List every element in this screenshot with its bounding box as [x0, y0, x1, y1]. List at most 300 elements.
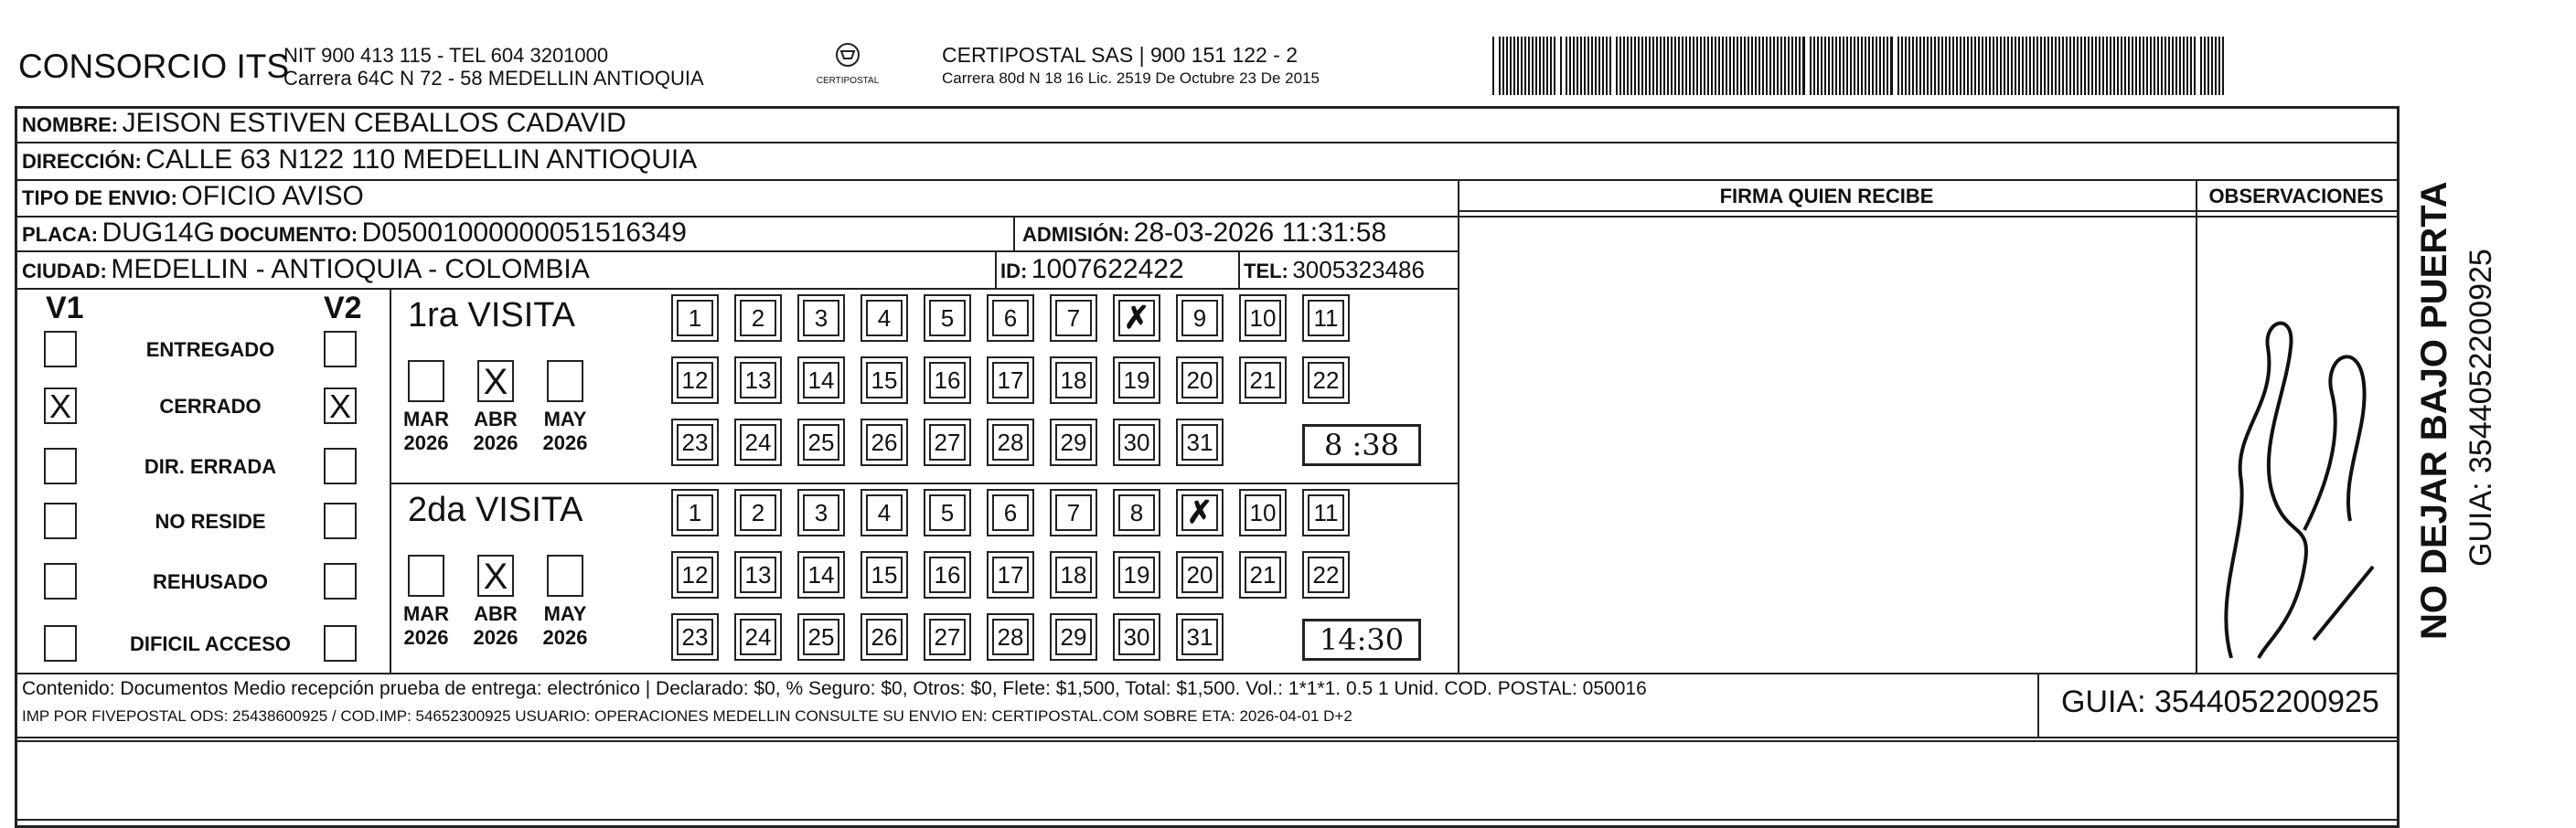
barcode-bar [2164, 37, 2166, 95]
month-name: MAY [543, 408, 587, 430]
id-field [1000, 254, 1184, 285]
barcode-bar [1923, 37, 1925, 95]
barcode-bar [1707, 37, 1709, 95]
day-checkbox[interactable]: 7 [1055, 300, 1092, 336]
barcode-bar [1524, 37, 1526, 95]
barcode-bar [2058, 37, 2060, 95]
barcode-bar [1897, 37, 1899, 95]
barcode-bar [1499, 37, 1501, 95]
footer-contenido: Contenido: Documentos Medio recepción prueba de entrega: electrónico | Declarado: $0, % Seguro: $0, Otros: $0, Flete: $1,500, Total: $1,500. Vol.: 1*1*1. 0.5 1 Unid. COD. POSTAL: 050016 [22, 678, 1647, 699]
row-divider [390, 483, 1458, 484]
barcode-bar [2143, 37, 2144, 95]
v2-checkbox[interactable] [324, 331, 357, 367]
day-checkbox[interactable]: 1 [677, 494, 713, 531]
barcode-bar [1846, 37, 1848, 95]
barcode-bar [1843, 37, 1844, 95]
barcode-bar [1755, 37, 1757, 95]
barcode-bar [1652, 37, 1654, 95]
barcode-bar [1641, 37, 1643, 95]
barcode-bar [2073, 37, 2075, 95]
month-year: 2026 [473, 431, 518, 454]
barcode-bar [1726, 37, 1727, 95]
month-year: 2026 [403, 431, 449, 454]
barcode-bar [2179, 37, 2181, 95]
barcode [1492, 37, 2224, 95]
day-checkbox[interactable]: 5 [929, 494, 966, 531]
barcode-bar [2150, 37, 2152, 95]
barcode-bar [1828, 37, 1830, 95]
barcode-bar [1711, 37, 1713, 95]
barcode-bar [1678, 37, 1680, 95]
day-checkbox[interactable]: 7 [1055, 494, 1092, 531]
barcode-bar [1868, 37, 1870, 95]
barcode-bar [2011, 37, 2013, 95]
barcode-bar [1817, 37, 1819, 95]
barcode-bar [1510, 37, 1512, 95]
month-checkbox[interactable]: X [477, 555, 514, 597]
day-checkbox[interactable]: 4 [866, 300, 903, 336]
day-checkbox[interactable]: 22 [1308, 557, 1344, 593]
admision-field [1022, 218, 1386, 249]
barcode-bar [2000, 37, 2002, 95]
placa-value: DUG14G [102, 218, 215, 248]
barcode-bar [1890, 37, 1893, 95]
admision-label: ADMISIÓN: [1022, 223, 1130, 246]
day-checkbox[interactable]: 11 [1308, 300, 1344, 336]
barcode-bar [1854, 37, 1855, 95]
status-option-label: CERRADO [159, 395, 262, 418]
barcode-bar [2102, 37, 2104, 95]
row-divider [15, 250, 1458, 252]
barcode-bar [2004, 37, 2005, 95]
barcode-bar [2110, 37, 2111, 95]
barcode-bar [2128, 37, 2130, 95]
barcode-bar [1740, 37, 1742, 95]
barcode-bar [1857, 37, 1859, 95]
barcode-bar [2044, 37, 2046, 95]
v2-checkbox[interactable] [324, 563, 357, 600]
barcode-bar [1967, 37, 1969, 95]
v2-checkbox[interactable] [324, 503, 357, 539]
v2-checkbox[interactable]: X [324, 387, 357, 424]
day-checkbox[interactable]: 19 [1118, 362, 1155, 398]
barcode-bar [2007, 37, 2009, 95]
day-checkbox[interactable]: 25 [803, 619, 839, 655]
day-checkbox[interactable]: 1 [677, 300, 713, 336]
barcode-bar [1883, 37, 1885, 95]
barcode-bar [1985, 37, 1987, 95]
row-divider [15, 673, 2400, 674]
barcode-bar [1733, 37, 1735, 95]
visit-title: 1ra VISITA [408, 296, 576, 334]
direccion-value: CALLE 63 N122 110 MEDELLIN ANTIOQUIA [145, 144, 698, 175]
row-divider [15, 737, 2400, 738]
day-checkbox[interactable]: 19 [1118, 557, 1155, 593]
day-checkbox[interactable]: 20 [1181, 557, 1218, 593]
barcode-bar [1638, 37, 1640, 95]
v1-checkbox[interactable] [44, 448, 77, 484]
v2-checkbox[interactable] [324, 448, 357, 484]
barcode-bar [2099, 37, 2100, 95]
barcode-bar [2029, 37, 2031, 95]
v2-checkbox[interactable] [324, 625, 357, 662]
barcode-bar [1693, 37, 1694, 95]
col-divider [1458, 179, 1459, 673]
barcode-bar [2117, 37, 2119, 95]
barcode-bar [1748, 37, 1749, 95]
day-checkbox[interactable]: 16 [929, 362, 966, 398]
day-checkbox[interactable]: 15 [866, 362, 903, 398]
day-checkbox[interactable]: 2 [740, 300, 776, 336]
barcode-bar [2215, 37, 2217, 95]
day-checkbox[interactable]: 28 [992, 619, 1029, 655]
day-checkbox[interactable]: 14 [803, 362, 839, 398]
month-name: MAR [402, 408, 450, 430]
barcode-bar [1513, 37, 1515, 95]
col-divider [995, 250, 997, 288]
barcode-bar [1535, 37, 1537, 95]
nombre-label: NOMBRE: [22, 113, 119, 136]
barcode-bar [1813, 37, 1815, 95]
side-warning: NO DEJAR BAJO PUERTA [2414, 181, 2454, 640]
row-divider [15, 142, 2400, 143]
firma-header: FIRMA QUIEN RECIBE [1719, 185, 1934, 207]
day-checkbox[interactable]: 10 [1245, 300, 1281, 336]
barcode-bar [2069, 37, 2071, 95]
barcode-bar [1539, 37, 1541, 95]
barcode-bar [1927, 37, 1929, 95]
barcode-bar [2200, 37, 2202, 95]
day-checkbox[interactable]: 12 [677, 557, 713, 593]
barcode-bar [2175, 37, 2177, 95]
day-checkbox[interactable]: 30 [1118, 619, 1155, 655]
admision-value: 28-03-2026 11:31:58 [1133, 218, 1387, 248]
col-divider [2397, 106, 2399, 737]
barcode-bar [1546, 37, 1548, 95]
barcode-bar [1663, 37, 1665, 95]
barcode-bar [2194, 37, 2196, 95]
day-checkbox[interactable]: 9 [1181, 300, 1218, 336]
nombre-value: JEISON ESTIVEN CEBALLOS CADAVID [122, 108, 626, 138]
barcode-bar [1832, 37, 1833, 95]
day-checkbox[interactable]: 15 [866, 557, 903, 593]
day-checkbox[interactable]: 27 [929, 619, 966, 655]
barcode-bar [1784, 37, 1786, 95]
day-checkbox[interactable]: 6 [992, 300, 1029, 336]
day-checkbox[interactable]: 13 [740, 557, 776, 593]
barcode-bar [1766, 37, 1768, 95]
day-checkbox[interactable]: 3 [803, 300, 839, 336]
barcode-bar [1762, 37, 1764, 95]
barcode-bar [1521, 37, 1523, 95]
company-address-line: Carrera 64C N 72 - 58 MEDELLIN ANTIOQUIA [283, 67, 704, 90]
day-checkbox[interactable]: ✗ [1181, 494, 1218, 531]
barcode-bar [1919, 37, 1921, 95]
v1-checkbox[interactable] [44, 331, 77, 367]
col-divider [390, 288, 391, 673]
barcode-bar [1602, 37, 1604, 95]
barcode-bar [1528, 37, 1530, 95]
barcode-bar [2062, 37, 2064, 95]
barcode-bar [1737, 37, 1738, 95]
barcode-bar [2113, 37, 2115, 95]
barcode-bar [1949, 37, 1951, 95]
month-checkbox[interactable] [547, 360, 583, 402]
v1-checkbox[interactable] [44, 503, 77, 539]
v1-checkbox[interactable]: X [44, 387, 77, 424]
month-checkbox[interactable] [408, 360, 444, 402]
barcode-bar [1905, 37, 1907, 95]
day-checkbox[interactable]: 20 [1181, 362, 1218, 398]
barcode-bar [2055, 37, 2057, 95]
certipostal-nit-line: CERTIPOSTAL SAS | 900 151 122 - 2 [942, 43, 1299, 67]
barcode-bar [1606, 37, 1608, 95]
barcode-bar [1729, 37, 1731, 95]
barcode-bar [1960, 37, 1961, 95]
day-checkbox[interactable]: 26 [866, 619, 903, 655]
barcode-bar [1682, 37, 1683, 95]
side-guia: GUIA: 3544052200925 [2464, 249, 2498, 567]
direccion-field [22, 144, 697, 175]
documento-field [219, 218, 687, 249]
barcode-bar [1569, 37, 1571, 95]
barcode-bar [1685, 37, 1687, 95]
row-divider [15, 179, 2400, 181]
day-checkbox[interactable]: 27 [929, 424, 966, 461]
day-checkbox[interactable]: 16 [929, 557, 966, 593]
day-checkbox[interactable]: 11 [1308, 494, 1344, 531]
barcode-bar [1645, 37, 1647, 95]
ciudad-label: CIUDAD: [22, 260, 107, 282]
barcode-bar [2095, 37, 2097, 95]
day-checkbox[interactable]: 10 [1245, 494, 1281, 531]
day-checkbox[interactable]: 24 [740, 619, 776, 655]
barcode-bar [2124, 37, 2126, 95]
footer-guia: GUIA: 3544052200925 [2061, 685, 2379, 719]
barcode-bar [1938, 37, 1940, 95]
col-divider [1238, 250, 1240, 288]
v2-label: V2 [324, 291, 362, 325]
barcode-bar [1876, 37, 1877, 95]
day-checkbox[interactable]: ✗ [1118, 300, 1155, 336]
barcode-bar [2080, 37, 2082, 95]
tel-label: TEL: [1244, 260, 1288, 282]
barcode-bar [1598, 37, 1600, 95]
barcode-bar [2026, 37, 2027, 95]
month-checkbox[interactable]: X [477, 360, 514, 402]
barcode-bar [2132, 37, 2133, 95]
day-checkbox[interactable]: 2 [740, 494, 776, 531]
barcode-bar [1879, 37, 1881, 95]
barcode-bar [1704, 37, 1705, 95]
barcode-bar [2033, 37, 2035, 95]
barcode-bar [1887, 37, 1888, 95]
barcode-bar [1952, 37, 1954, 95]
barcode-bar [1667, 37, 1669, 95]
certipostal-block [942, 44, 1320, 90]
barcode-bar [2139, 37, 2141, 95]
barcode-bar [1517, 37, 1519, 95]
day-checkbox[interactable]: 29 [1055, 424, 1092, 461]
barcode-bar [1795, 37, 1797, 95]
barcode-bar [2121, 37, 2122, 95]
barcode-bar [1660, 37, 1662, 95]
month-checkbox[interactable] [547, 555, 583, 597]
barcode-bar [1791, 37, 1793, 95]
logo-text: CERTIPOSTAL [816, 76, 880, 86]
barcode-bar [1591, 37, 1593, 95]
day-checkbox[interactable]: 8 [1118, 494, 1155, 531]
barcode-bar [2204, 37, 2206, 95]
barcode-bar [1945, 37, 1947, 95]
day-checkbox[interactable]: 4 [866, 494, 903, 531]
barcode-bar [2146, 37, 2148, 95]
day-checkbox[interactable]: 12 [677, 362, 713, 398]
barcode-bar [1649, 37, 1651, 95]
barcode-bar [1941, 37, 1943, 95]
direccion-label: DIRECCIÓN: [22, 150, 142, 173]
status-option-label: NO RESIDE [155, 510, 266, 533]
barcode-bar [1810, 37, 1812, 95]
barcode-bar [2186, 37, 2188, 95]
barcode-bar [1802, 37, 1805, 95]
barcode-bar [2077, 37, 2079, 95]
barcode-bar [2088, 37, 2090, 95]
day-checkbox[interactable]: 24 [740, 424, 776, 461]
barcode-bar [1993, 37, 1994, 95]
day-checkbox[interactable]: 28 [992, 424, 1029, 461]
barcode-bar [1619, 37, 1621, 95]
col-divider [2037, 673, 2039, 737]
barcode-bar [1872, 37, 1874, 95]
day-checkbox[interactable]: 25 [803, 424, 839, 461]
barcode-bar [2154, 37, 2155, 95]
day-checkbox[interactable]: 17 [992, 557, 1029, 593]
status-option-label: DIR. ERRADA [144, 455, 277, 478]
id-value: 1007622422 [1031, 254, 1184, 284]
barcode-bar [1780, 37, 1782, 95]
footer-imp: IMP POR FIVEPOSTAL ODS: 25438600925 / COD.IMP: 54652300925 USUARIO: OPERACIONES MEDELLIN CONSULTE SU ENVIO EN: CERTIPOSTAL.COM SOBRE ETA: 2026-04-01 D+2 [22, 707, 1352, 725]
barcode-bar [1609, 37, 1611, 95]
barcode-bar [2222, 37, 2224, 95]
day-checkbox[interactable]: 18 [1055, 362, 1092, 398]
v1-checkbox[interactable] [44, 563, 77, 600]
bottom-blank-area [15, 740, 2400, 821]
month-year: 2026 [542, 431, 588, 454]
barcode-bar [1554, 37, 1555, 95]
day-checkbox[interactable]: 29 [1055, 619, 1092, 655]
v1-label: V1 [46, 291, 84, 325]
barcode-bar [2018, 37, 2020, 95]
month-checkbox[interactable] [408, 555, 444, 597]
day-checkbox[interactable]: 31 [1181, 424, 1218, 461]
col-divider [2196, 179, 2197, 673]
company-nit-block [283, 44, 704, 90]
barcode-bar [2135, 37, 2137, 95]
barcode-bar [2218, 37, 2220, 95]
day-checkbox[interactable]: 26 [866, 424, 903, 461]
day-checkbox[interactable]: 21 [1245, 362, 1281, 398]
barcode-bar [1912, 37, 1914, 95]
day-checkbox[interactable]: 13 [740, 362, 776, 398]
day-checkbox[interactable]: 18 [1055, 557, 1092, 593]
barcode-bar [1799, 37, 1801, 95]
observaciones-header: OBSERVACIONES [2208, 185, 2384, 207]
placa-field [22, 218, 215, 249]
day-checkbox[interactable]: 5 [929, 300, 966, 336]
day-checkbox[interactable]: 30 [1118, 424, 1155, 461]
nombre-field [22, 108, 626, 139]
certipostal-logo [816, 40, 880, 97]
documento-value: D05001000000051516349 [361, 218, 687, 248]
barcode-bar [1839, 37, 1841, 95]
day-checkbox[interactable]: 14 [803, 557, 839, 593]
day-checkbox[interactable]: 6 [992, 494, 1029, 531]
barcode-bar [1722, 37, 1724, 95]
barcode-bar [1674, 37, 1676, 95]
barcode-bar [1751, 37, 1753, 95]
barcode-bar [1580, 37, 1582, 95]
barcode-bar [1671, 37, 1673, 95]
day-checkbox[interactable]: 22 [1308, 362, 1344, 398]
barcode-bar [1835, 37, 1837, 95]
day-checkbox[interactable]: 21 [1245, 557, 1281, 593]
placa-label: PLACA: [22, 223, 99, 246]
company-nit-line: NIT 900 413 115 - TEL 604 3201000 [283, 44, 609, 67]
barcode-bar [1543, 37, 1545, 95]
barcode-bar [1788, 37, 1790, 95]
barcode-bar [1982, 37, 1983, 95]
barcode-bar [2084, 37, 2086, 95]
month-name: MAY [543, 602, 587, 625]
day-checkbox[interactable]: 23 [677, 424, 713, 461]
month-year: 2026 [542, 626, 588, 649]
month-year: 2026 [403, 626, 449, 649]
visit-time[interactable]: 14:30 [1302, 619, 1421, 661]
barcode-bar [1744, 37, 1746, 95]
ciudad-value: MEDELLIN - ANTIOQUIA - COLOMBIA [111, 254, 590, 284]
barcode-bar [2040, 37, 2042, 95]
visit-time[interactable]: 8 :38 [1302, 424, 1421, 466]
barcode-bar [1689, 37, 1691, 95]
barcode-bar [1715, 37, 1716, 95]
ciudad-field [22, 254, 590, 285]
status-option-label: DIFICIL ACCESO [129, 632, 291, 655]
barcode-bar [2190, 37, 2192, 95]
day-checkbox[interactable]: 31 [1181, 619, 1218, 655]
barcode-bar [2106, 37, 2108, 95]
v1-checkbox[interactable] [44, 625, 77, 662]
barcode-bar [1634, 37, 1636, 95]
barcode-bar [1996, 37, 1998, 95]
barcode-bar [1656, 37, 1658, 95]
barcode-bar [2015, 37, 2016, 95]
col-divider [1013, 216, 1015, 252]
barcode-bar [1821, 37, 1822, 95]
day-checkbox[interactable]: 17 [992, 362, 1029, 398]
day-checkbox[interactable]: 23 [677, 619, 713, 655]
barcode-bar [1623, 37, 1625, 95]
barcode-bar [1506, 37, 1508, 95]
barcode-bar [1700, 37, 1702, 95]
signature-scribble [2204, 292, 2387, 667]
barcode-bar [1861, 37, 1863, 95]
barcode-bar [1769, 37, 1771, 95]
barcode-bar [1587, 37, 1589, 95]
barcode-bar [2161, 37, 2163, 95]
day-checkbox[interactable]: 3 [803, 494, 839, 531]
barcode-bar [1630, 37, 1632, 95]
